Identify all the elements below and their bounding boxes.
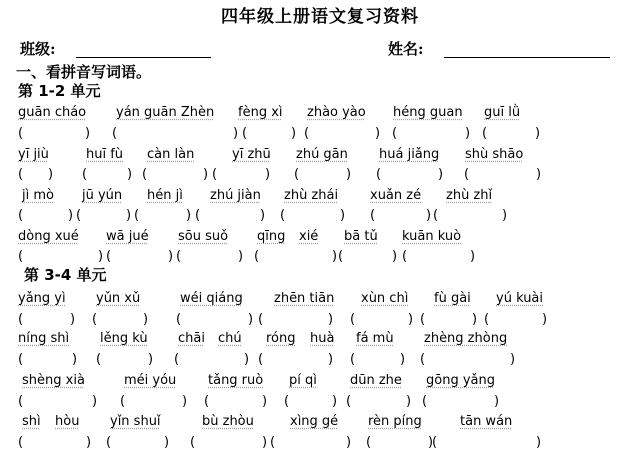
answer-paren-close: ) bbox=[375, 126, 381, 141]
section-heading: 一、看拼音写词语。 bbox=[16, 63, 152, 81]
answer-paren-close: ) bbox=[148, 352, 154, 367]
answer-paren-open: ( bbox=[18, 167, 24, 182]
pinyin-word: rèn píng bbox=[368, 414, 422, 429]
pinyin-word: wā jué bbox=[106, 229, 149, 244]
class-label: 班级: bbox=[20, 40, 56, 58]
answer-paren-close: ) bbox=[465, 126, 471, 141]
answer-paren-open: ( bbox=[142, 167, 148, 182]
answer-paren-open: ( bbox=[92, 312, 98, 327]
answer-paren-close: ) bbox=[143, 312, 149, 327]
answer-paren-open: ( bbox=[82, 167, 88, 182]
pinyin-word: xìng gé bbox=[290, 414, 339, 429]
pinyin-word: shì bbox=[22, 414, 41, 429]
answer-paren-close: ) bbox=[98, 249, 104, 264]
pinyin-word: huá jiǎng bbox=[379, 147, 440, 162]
pinyin-word: zhù zhǐ bbox=[446, 188, 493, 203]
answer-paren-close: ) bbox=[400, 352, 406, 367]
answer-paren-close: ) bbox=[248, 312, 254, 327]
pinyin-word: tān wán bbox=[460, 414, 513, 429]
answer-paren-close: ) bbox=[536, 167, 542, 182]
pinyin-word: jū yún bbox=[82, 188, 123, 203]
answer-paren-open: ( bbox=[422, 394, 428, 409]
pinyin-word: hén jì bbox=[147, 188, 183, 203]
pinyin-word: kuān kuò bbox=[402, 229, 462, 244]
answer-paren-open: ( bbox=[294, 167, 300, 182]
answer-paren-close: ) bbox=[494, 394, 500, 409]
answer-paren-close: ) bbox=[536, 435, 542, 450]
pinyin-word: yī jiù bbox=[18, 147, 49, 162]
answer-paren-close: ) bbox=[406, 394, 412, 409]
answer-paren-open: ( bbox=[376, 167, 382, 182]
answer-paren-close: ) bbox=[260, 208, 266, 223]
answer-paren-open: ( bbox=[432, 435, 438, 450]
pinyin-word: fù gài bbox=[434, 291, 471, 306]
answer-paren-open: ( bbox=[204, 394, 210, 409]
answer-paren-close: ) bbox=[470, 249, 476, 264]
answer-paren-close: ) bbox=[164, 435, 170, 450]
answer-paren-close: ) bbox=[186, 208, 192, 223]
answer-paren-open: ( bbox=[18, 126, 24, 141]
answer-paren-close: ) bbox=[126, 208, 132, 223]
pinyin-word: fèng xì bbox=[238, 105, 283, 120]
class-blank-line bbox=[76, 56, 211, 58]
pinyin-word: zhú gān bbox=[296, 147, 348, 162]
pinyin-word: guī lǜ bbox=[484, 105, 521, 120]
answer-paren-open: ( bbox=[258, 352, 264, 367]
pinyin-word: zhù zhái bbox=[284, 188, 339, 203]
answer-paren-open: ( bbox=[134, 208, 140, 223]
document-title: 四年级上册语文复习资料 bbox=[221, 7, 419, 27]
pinyin-word: xuǎn zé bbox=[370, 188, 422, 203]
answer-paren-open: ( bbox=[195, 208, 201, 223]
answer-paren-close: ) bbox=[346, 167, 352, 182]
answer-paren-open: ( bbox=[392, 126, 398, 141]
pinyin-word: bù zhòu bbox=[202, 414, 254, 429]
answer-paren-open: ( bbox=[212, 167, 218, 182]
pinyin-word: zhèng zhòng bbox=[424, 331, 508, 346]
pinyin-word: chāi bbox=[178, 331, 205, 346]
answer-paren-open: ( bbox=[76, 208, 82, 223]
answer-paren-open: ( bbox=[270, 435, 276, 450]
answer-paren-open: ( bbox=[484, 312, 490, 327]
answer-paren-open: ( bbox=[482, 126, 488, 141]
unit-heading-1-2: 第 1-2 单元 bbox=[18, 82, 101, 100]
answer-paren-close: ) bbox=[203, 167, 209, 182]
answer-paren-open: ( bbox=[120, 394, 126, 409]
pinyin-word: pí qì bbox=[289, 373, 317, 388]
name-blank-line bbox=[444, 56, 610, 58]
answer-paren-close: ) bbox=[70, 312, 76, 327]
answer-paren-close: ) bbox=[328, 312, 334, 327]
pinyin-word: bā tǔ bbox=[344, 229, 378, 244]
answer-paren-open: ( bbox=[18, 435, 24, 450]
answer-paren-close: ) bbox=[182, 394, 188, 409]
answer-paren-close: ) bbox=[168, 249, 174, 264]
answer-paren-open: ( bbox=[174, 352, 180, 367]
pinyin-word: níng shì bbox=[18, 331, 70, 346]
pinyin-word: chú bbox=[218, 331, 242, 346]
name-label: 姓名: bbox=[388, 40, 424, 58]
pinyin-word: qīng bbox=[257, 229, 286, 244]
pinyin-word: jì mò bbox=[22, 188, 54, 203]
answer-paren-open: ( bbox=[284, 394, 290, 409]
unit-heading-3-4: 第 3-4 单元 bbox=[24, 266, 107, 284]
answer-paren-close: ) bbox=[92, 394, 98, 409]
pinyin-word: lěng kù bbox=[100, 331, 148, 346]
pinyin-word: tǎng ruò bbox=[208, 373, 264, 388]
answer-paren-open: ( bbox=[338, 249, 344, 264]
answer-paren-close: ) bbox=[262, 435, 268, 450]
answer-paren-open: ( bbox=[242, 126, 248, 141]
pinyin-word: shù shāo bbox=[465, 147, 524, 162]
answer-paren-close: ) bbox=[472, 312, 478, 327]
answer-paren-open: ( bbox=[112, 126, 118, 141]
pinyin-word: guān cháo bbox=[18, 105, 87, 120]
pinyin-word: xié bbox=[299, 229, 319, 244]
answer-paren-close: ) bbox=[542, 312, 548, 327]
answer-paren-close: ) bbox=[328, 352, 334, 367]
answer-paren-open: ( bbox=[258, 312, 264, 327]
answer-paren-close: ) bbox=[392, 249, 398, 264]
pinyin-word: zhēn tiān bbox=[274, 291, 335, 306]
pinyin-word: róng bbox=[266, 331, 296, 346]
pinyin-word: huī fù bbox=[86, 147, 124, 162]
answer-paren-close: ) bbox=[535, 126, 541, 141]
answer-paren-open: ( bbox=[402, 249, 408, 264]
answer-paren-open: ( bbox=[366, 435, 372, 450]
answer-paren-close: ) bbox=[408, 312, 414, 327]
pinyin-word: yǔn xǔ bbox=[96, 291, 141, 306]
answer-paren-open: ( bbox=[96, 352, 102, 367]
pinyin-word: hòu bbox=[55, 414, 80, 429]
answer-paren-close: ) bbox=[68, 208, 74, 223]
answer-paren-close: ) bbox=[238, 249, 244, 264]
answer-paren-open: ( bbox=[370, 208, 376, 223]
answer-paren-close: ) bbox=[72, 352, 78, 367]
answer-paren-open: ( bbox=[18, 208, 24, 223]
answer-paren-close: ) bbox=[332, 249, 338, 264]
answer-paren-open: ( bbox=[433, 208, 439, 223]
pinyin-word: yǐn shuǐ bbox=[110, 414, 161, 429]
answer-paren-close: ) bbox=[86, 435, 92, 450]
answer-paren-close: ) bbox=[233, 126, 239, 141]
pinyin-word: yú kuài bbox=[496, 291, 544, 306]
answer-paren-open: ( bbox=[420, 352, 426, 367]
pinyin-word: gōng yǎng bbox=[426, 373, 495, 388]
answer-paren-close: ) bbox=[510, 352, 516, 367]
answer-paren-close: ) bbox=[340, 208, 346, 223]
answer-paren-open: ( bbox=[18, 394, 24, 409]
answer-paren-close: ) bbox=[265, 167, 271, 182]
answer-paren-open: ( bbox=[18, 249, 24, 264]
answer-paren-open: ( bbox=[350, 352, 356, 367]
pinyin-word: dòng xué bbox=[18, 229, 79, 244]
answer-paren-close: ) bbox=[85, 126, 91, 141]
answer-paren-close: ) bbox=[244, 352, 250, 367]
answer-paren-open: ( bbox=[346, 394, 352, 409]
answer-paren-open: ( bbox=[350, 312, 356, 327]
answer-paren-open: ( bbox=[464, 167, 470, 182]
pinyin-word: zhào yào bbox=[307, 105, 366, 120]
answer-paren-open: ( bbox=[18, 352, 24, 367]
answer-paren-close: ) bbox=[346, 435, 352, 450]
answer-paren-close: ) bbox=[48, 167, 54, 182]
answer-paren-open: ( bbox=[176, 249, 182, 264]
answer-paren-open: ( bbox=[280, 208, 286, 223]
answer-paren-close: ) bbox=[262, 394, 268, 409]
answer-paren-close: ) bbox=[127, 167, 133, 182]
answer-paren-open: ( bbox=[420, 312, 426, 327]
pinyin-word: héng guan bbox=[393, 105, 463, 120]
pinyin-word: dūn zhe bbox=[350, 373, 402, 388]
pinyin-word: xùn chì bbox=[361, 291, 409, 306]
pinyin-word: yán guān Zhèn bbox=[116, 105, 215, 120]
pinyin-word: huà bbox=[310, 331, 335, 346]
pinyin-word: fá mù bbox=[356, 331, 394, 346]
answer-paren-close: ) bbox=[332, 394, 338, 409]
answer-paren-close: ) bbox=[502, 208, 508, 223]
answer-paren-close: ) bbox=[438, 167, 444, 182]
answer-paren-open: ( bbox=[190, 435, 196, 450]
pinyin-word: yǎng yì bbox=[18, 291, 66, 306]
pinyin-word: méi yóu bbox=[124, 373, 177, 388]
answer-paren-close: ) bbox=[428, 435, 434, 450]
answer-paren-close: ) bbox=[426, 208, 432, 223]
pinyin-word: sōu suǒ bbox=[178, 229, 229, 244]
answer-paren-open: ( bbox=[254, 249, 260, 264]
pinyin-word: yī zhū bbox=[232, 147, 271, 162]
pinyin-word: shèng xià bbox=[22, 373, 85, 388]
answer-paren-open: ( bbox=[304, 126, 310, 141]
pinyin-word: càn làn bbox=[147, 147, 195, 162]
answer-paren-close: ) bbox=[291, 126, 297, 141]
answer-paren-open: ( bbox=[106, 435, 112, 450]
pinyin-word: zhú jiàn bbox=[210, 188, 261, 203]
answer-paren-open: ( bbox=[106, 249, 112, 264]
answer-paren-open: ( bbox=[18, 312, 24, 327]
pinyin-word: wéi qiáng bbox=[180, 291, 243, 306]
answer-paren-open: ( bbox=[176, 312, 182, 327]
